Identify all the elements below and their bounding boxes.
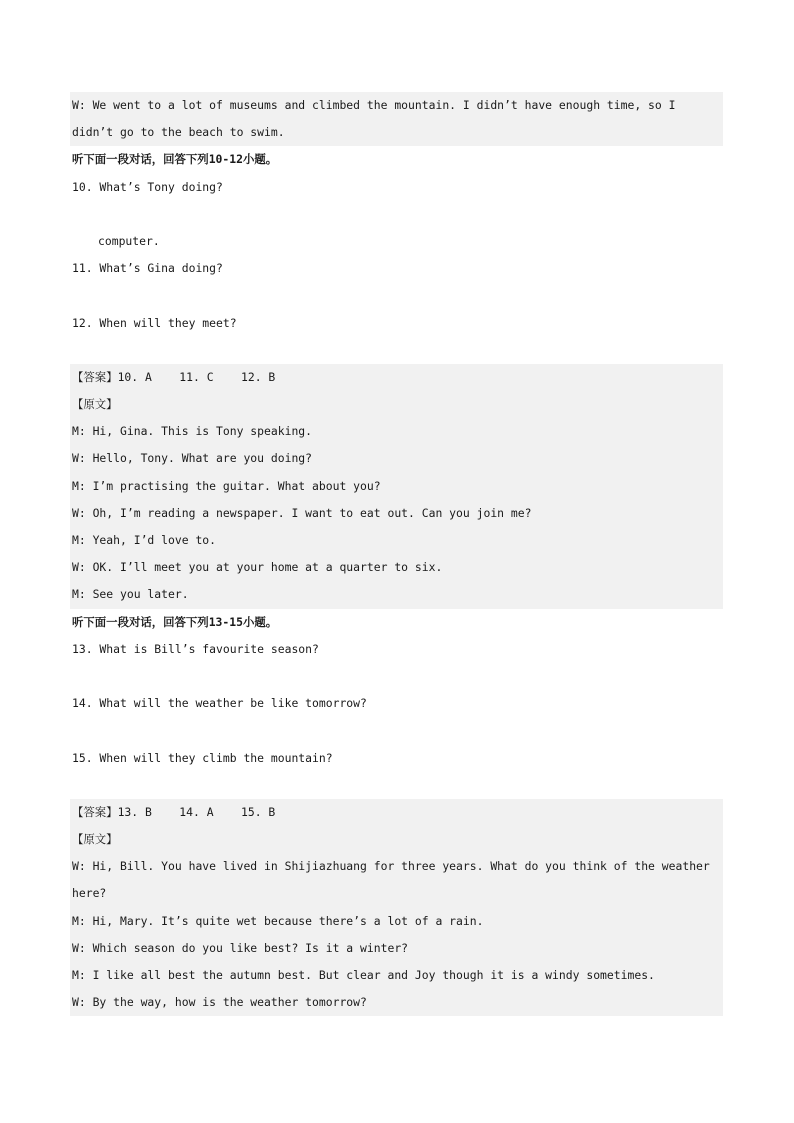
question-11-options [70,282,723,309]
option-wrap: computer. [98,233,160,248]
dialogue-line: M: I like all best the autumn best. But clear and Joy though it is a windy sometimes. [70,962,723,989]
dialogue-line: M: Hi, Gina. This is Tony speaking. [70,418,723,445]
dialogue-line: W: Which season do you like best? Is it a winter? [70,935,723,962]
document-page [70,92,723,1016]
dialogue-line: W: We went to a lot of museums and climbed the mountain. I didn’t have enough time, so I [70,92,723,119]
question-13-options [70,663,723,690]
question-12-options [70,337,723,364]
dialogue-line: M: Hi, Mary. It’s quite wet because there’s a lot of a rain. [70,908,723,935]
section-heading: 听下面一段对话，回答下列10-12小题。 [72,152,278,167]
question-14: 14. What will the weather be like tomorrow? [72,696,367,711]
question-11: 11. What’s Gina doing? [72,261,223,276]
dialogue-line: M: Yeah, I’d love to. [70,527,723,554]
dialogue-line: W: By the way, how is the weather tomorrow? [70,989,723,1016]
dialogue-line: W: Hi, Bill. You have lived in Shijiazhuang for three years. What do you think of the weather [70,853,723,880]
section-heading: 听下面一段对话，回答下列13-15小题。 [72,614,278,629]
question-14-options [70,717,723,744]
dialogue-line: W: Oh, I’m reading a newspaper. I want to eat out. Can you join me? [70,500,723,527]
question-12: 12. When will they meet? [72,315,237,330]
question-15: 15. When will they climb the mountain? [72,750,333,765]
dialogue-line: didn’t go to the beach to swim. [70,119,723,146]
question-10: 10. What’s Tony doing? [72,179,223,194]
dialogue-line: W: OK. I’ll meet you at your home at a quarter to six. [70,554,723,581]
dialogue-line: M: I’m practising the guitar. What about you? [70,473,723,500]
question-13: 13. What is Bill’s favourite season? [72,641,319,656]
question-10-options [70,201,723,228]
answer-key: 【答案】13. B 14. A 15. B [70,799,723,826]
answer-key: 【答案】10. A 11. C 12. B [70,364,723,391]
dialogue-line: here? [70,880,723,907]
dialogue-line: W: Hello, Tony. What are you doing? [70,445,723,472]
dialogue-line: M: See you later. [70,581,723,608]
question-15-options [70,772,723,799]
original-text-label: 【原文】 [70,391,723,418]
original-text-label: 【原文】 [70,826,723,853]
